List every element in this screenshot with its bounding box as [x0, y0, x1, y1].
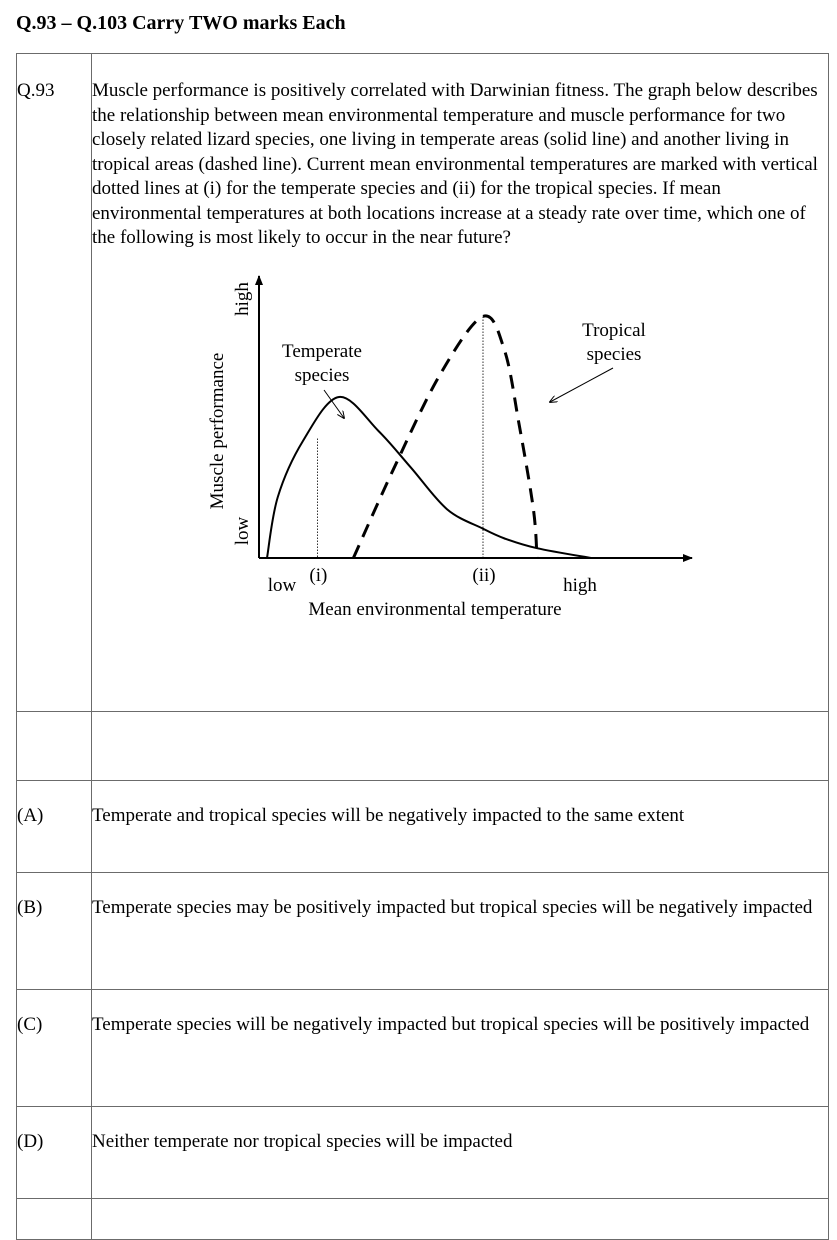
option-label: (A): [17, 781, 92, 873]
series-label-tropical: Tropical species: [582, 319, 646, 365]
question-number: Q.93: [17, 54, 92, 712]
section-heading: Q.93 – Q.103 Carry TWO marks Each: [16, 12, 346, 34]
option-label: (B): [17, 873, 92, 990]
option-text: Temperate species may be positively impacted but tropical species will be negatively impacted: [92, 873, 829, 990]
series-line-temperate: [267, 396, 591, 557]
y-axis-label: Muscle performance: [207, 352, 228, 509]
option-label: (C): [17, 990, 92, 1107]
option-text: Temperate species will be negatively impacted but tropical species will be positively impacted: [92, 990, 829, 1107]
chart: [92, 251, 802, 631]
trailing-cell-left: [17, 1199, 92, 1240]
option-row-b[interactable]: [17, 873, 829, 990]
x-tick-low: low: [267, 574, 297, 596]
chart-svg: [92, 251, 802, 631]
leader-arrow-tropical: [550, 368, 613, 402]
marker-label-1: (i): [309, 564, 328, 586]
y-tick-low: low: [232, 516, 253, 545]
option-text: Temperate and tropical species will be negatively impacted to the same extent: [92, 781, 829, 873]
spacer-cell-left: [17, 712, 92, 781]
spacer-cell-right: [92, 712, 829, 781]
x-tick-high: high: [563, 574, 597, 596]
spacer-row: [17, 712, 829, 781]
series-label-temperate: Temperate species: [282, 340, 362, 386]
question-cell: [92, 54, 829, 712]
trailing-row: [17, 1199, 829, 1240]
question-text: Muscle performance is positively correlated with Darwinian fitness. The graph below describes the relationship between mean environmental temperature and muscle performance for two closely related lizard species, one living in temperate areas (solid line) and another living in tropical areas (dashed line). Current mean environmental temperatures are marked with vertical dotted lines at (i) for the temperate species and (ii) for the tropical species. If mean environmental temperatures at both locations increase at a steady rate over time, which one of the following is most likely to occur in the near future?: [92, 80, 818, 248]
option-row-c[interactable]: [17, 990, 829, 1107]
x-axis-label: Mean environmental temperature: [308, 598, 562, 620]
option-label: (D): [17, 1107, 92, 1199]
question-table: [16, 53, 829, 1240]
series-line-tropical: [353, 315, 537, 557]
marker-label-2: (ii): [472, 564, 496, 586]
option-row-a[interactable]: [17, 781, 829, 873]
option-row-d[interactable]: [17, 1107, 829, 1199]
trailing-cell-right: [92, 1199, 829, 1240]
option-text: Neither temperate nor tropical species will be impacted: [92, 1107, 829, 1199]
y-tick-high: high: [232, 281, 253, 316]
question-row: [17, 54, 829, 712]
